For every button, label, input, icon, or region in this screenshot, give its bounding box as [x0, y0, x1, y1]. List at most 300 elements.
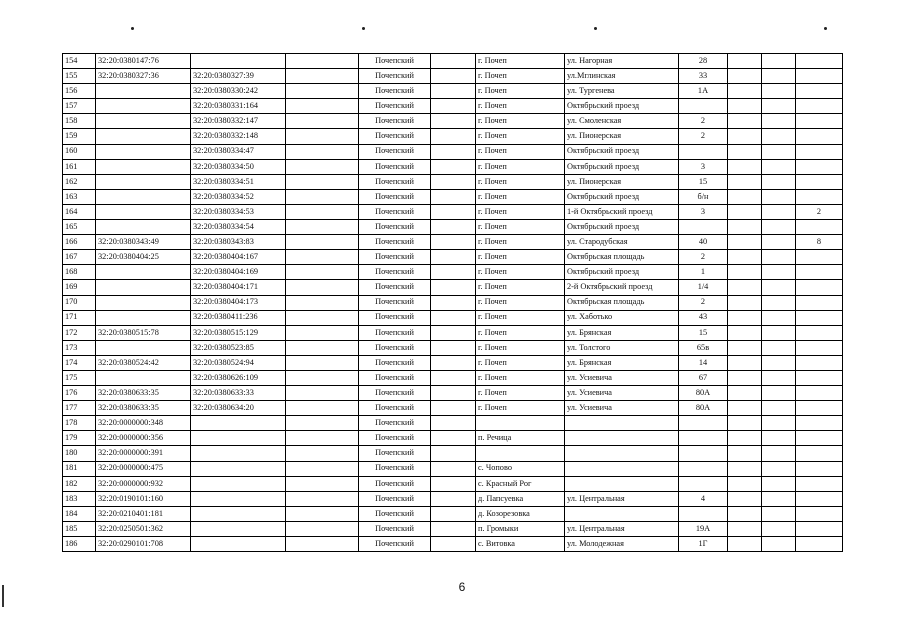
- extra-cell: [728, 401, 762, 416]
- row-number-cell: 157: [63, 99, 96, 114]
- row-number-cell: 182: [63, 476, 96, 491]
- cadastral-number-2-cell: 32:20:0380404:173: [191, 295, 286, 310]
- empty-cell: [286, 280, 359, 295]
- extra-cell: [728, 340, 762, 355]
- cadastral-number-2-cell: 32:20:0380626:109: [191, 370, 286, 385]
- extra-cell: [728, 295, 762, 310]
- settlement-cell: г. Почеп: [476, 220, 565, 235]
- cadastral-number-2-cell: [191, 521, 286, 536]
- table-row: [63, 461, 843, 476]
- table-row: [63, 310, 843, 325]
- house-number-cell: 40: [679, 235, 728, 250]
- street-cell: ул. Хаботько: [565, 310, 679, 325]
- house-number-cell: [679, 506, 728, 521]
- district-cell: Почепский: [359, 114, 431, 129]
- cadastral-number-cell: [96, 174, 191, 189]
- empty-cell: [286, 250, 359, 265]
- street-cell: [565, 476, 679, 491]
- row-number-cell: 179: [63, 431, 96, 446]
- empty-cell: [431, 355, 476, 370]
- extra-cell: [796, 129, 843, 144]
- table-row: [63, 295, 843, 310]
- extra-cell: [728, 431, 762, 446]
- row-number-cell: 168: [63, 265, 96, 280]
- house-number-cell: [679, 416, 728, 431]
- street-cell: ул. Пионерская: [565, 174, 679, 189]
- empty-cell: [431, 265, 476, 280]
- house-number-cell: 65в: [679, 340, 728, 355]
- street-cell: ул. Тургенева: [565, 84, 679, 99]
- cadastral-number-cell: 32:20:0000000:356: [96, 431, 191, 446]
- extra-cell: [796, 431, 843, 446]
- extra-cell: [762, 250, 796, 265]
- extra-cell: [796, 461, 843, 476]
- row-number-cell: 177: [63, 401, 96, 416]
- street-cell: ул. Пионерская: [565, 129, 679, 144]
- cadastral-number-cell: 32:20:0380147:76: [96, 54, 191, 69]
- empty-cell: [286, 386, 359, 401]
- district-cell: Почепский: [359, 506, 431, 521]
- empty-cell: [431, 129, 476, 144]
- extra-cell: [728, 189, 762, 204]
- scan-dot: [131, 27, 134, 30]
- cadastral-number-cell: 32:20:0380633:35: [96, 386, 191, 401]
- cadastral-number-cell: [96, 114, 191, 129]
- table-row: [63, 280, 843, 295]
- scan-dot: [824, 27, 827, 30]
- table-row: [63, 265, 843, 280]
- extra-cell: [728, 521, 762, 536]
- row-number-cell: 169: [63, 280, 96, 295]
- row-number-cell: 158: [63, 114, 96, 129]
- cadastral-number-cell: [96, 189, 191, 204]
- extra-cell: [762, 235, 796, 250]
- table-row: [63, 54, 843, 69]
- extra-cell: 2: [796, 204, 843, 219]
- house-number-cell: 67: [679, 370, 728, 385]
- house-number-cell: [679, 446, 728, 461]
- street-cell: [565, 461, 679, 476]
- cadastral-number-2-cell: 32:20:0380330:242: [191, 84, 286, 99]
- cadastral-number-2-cell: [191, 54, 286, 69]
- extra-cell: [796, 506, 843, 521]
- settlement-cell: г. Почеп: [476, 204, 565, 219]
- settlement-cell: г. Почеп: [476, 144, 565, 159]
- street-cell: Октябрьский проезд: [565, 159, 679, 174]
- extra-cell: [796, 189, 843, 204]
- extra-cell: [796, 310, 843, 325]
- settlement-cell: г. Почеп: [476, 250, 565, 265]
- street-cell: ул. Усиевича: [565, 386, 679, 401]
- house-number-cell: 15: [679, 174, 728, 189]
- page-number: 6: [458, 580, 466, 594]
- street-cell: ул. Брянская: [565, 355, 679, 370]
- settlement-cell: г. Почеп: [476, 355, 565, 370]
- extra-cell: [796, 325, 843, 340]
- extra-cell: [762, 99, 796, 114]
- cadastral-number-cell: [96, 159, 191, 174]
- empty-cell: [431, 69, 476, 84]
- extra-cell: [728, 69, 762, 84]
- row-number-cell: 180: [63, 446, 96, 461]
- settlement-cell: г. Почеп: [476, 295, 565, 310]
- empty-cell: [431, 386, 476, 401]
- empty-cell: [431, 114, 476, 129]
- extra-cell: [728, 99, 762, 114]
- row-number-cell: 172: [63, 325, 96, 340]
- cadastral-number-2-cell: 32:20:0380515:129: [191, 325, 286, 340]
- district-cell: Почепский: [359, 265, 431, 280]
- empty-cell: [286, 295, 359, 310]
- street-cell: ул. Стародубская: [565, 235, 679, 250]
- cadastral-number-cell: [96, 265, 191, 280]
- empty-cell: [286, 99, 359, 114]
- extra-cell: [762, 401, 796, 416]
- settlement-cell: г. Почеп: [476, 129, 565, 144]
- empty-cell: [286, 537, 359, 552]
- house-number-cell: [679, 144, 728, 159]
- row-number-cell: 165: [63, 220, 96, 235]
- empty-cell: [431, 220, 476, 235]
- table-row: [63, 521, 843, 536]
- cadastral-number-2-cell: [191, 431, 286, 446]
- empty-cell: [431, 250, 476, 265]
- extra-cell: [762, 265, 796, 280]
- extra-cell: [796, 84, 843, 99]
- table-row: [63, 491, 843, 506]
- district-cell: Почепский: [359, 250, 431, 265]
- extra-cell: [762, 491, 796, 506]
- cadastral-number-2-cell: 32:20:0380334:50: [191, 159, 286, 174]
- extra-cell: [728, 476, 762, 491]
- empty-cell: [286, 54, 359, 69]
- house-number-cell: 1А: [679, 84, 728, 99]
- empty-cell: [286, 461, 359, 476]
- extra-cell: [762, 280, 796, 295]
- settlement-cell: г. Почеп: [476, 325, 565, 340]
- cadastral-number-2-cell: 32:20:0380334:53: [191, 204, 286, 219]
- settlement-cell: г. Почеп: [476, 370, 565, 385]
- settlement-cell: с. Витовка: [476, 537, 565, 552]
- cadastral-number-2-cell: 32:20:0380334:51: [191, 174, 286, 189]
- row-number-cell: 167: [63, 250, 96, 265]
- row-number-cell: 178: [63, 416, 96, 431]
- extra-cell: [762, 537, 796, 552]
- scan-dot: [594, 27, 597, 30]
- settlement-cell: г. Почеп: [476, 189, 565, 204]
- district-cell: Почепский: [359, 189, 431, 204]
- extra-cell: [796, 54, 843, 69]
- cadastral-number-2-cell: 32:20:0380327:39: [191, 69, 286, 84]
- extra-cell: [762, 476, 796, 491]
- table-row: [63, 84, 843, 99]
- table-row: [63, 159, 843, 174]
- district-cell: Почепский: [359, 401, 431, 416]
- settlement-cell: г. Почеп: [476, 159, 565, 174]
- empty-cell: [286, 370, 359, 385]
- district-cell: Почепский: [359, 461, 431, 476]
- settlement-cell: г. Почеп: [476, 401, 565, 416]
- empty-cell: [286, 401, 359, 416]
- settlement-cell: г. Почеп: [476, 265, 565, 280]
- settlement-cell: д. Папсуевка: [476, 491, 565, 506]
- settlement-cell: д. Козорезовка: [476, 506, 565, 521]
- extra-cell: [796, 174, 843, 189]
- table-row: [63, 446, 843, 461]
- extra-cell: [762, 446, 796, 461]
- cadastral-number-cell: 32:20:0380327:36: [96, 69, 191, 84]
- empty-cell: [286, 265, 359, 280]
- cadastral-number-cell: 32:20:0210401:181: [96, 506, 191, 521]
- cadastral-number-2-cell: 32:20:0380404:167: [191, 250, 286, 265]
- settlement-cell: г. Почеп: [476, 235, 565, 250]
- street-cell: ул. Молодежная: [565, 537, 679, 552]
- house-number-cell: 1Г: [679, 537, 728, 552]
- extra-cell: [762, 325, 796, 340]
- cadastral-number-2-cell: 32:20:0380332:148: [191, 129, 286, 144]
- empty-cell: [431, 280, 476, 295]
- house-number-cell: [679, 476, 728, 491]
- district-cell: Почепский: [359, 340, 431, 355]
- row-number-cell: 186: [63, 537, 96, 552]
- extra-cell: [796, 401, 843, 416]
- settlement-cell: г. Почеп: [476, 69, 565, 84]
- row-number-cell: 156: [63, 84, 96, 99]
- extra-cell: [728, 235, 762, 250]
- cadastral-number-cell: 32:20:0190101:160: [96, 491, 191, 506]
- empty-cell: [431, 54, 476, 69]
- empty-cell: [431, 295, 476, 310]
- empty-cell: [286, 340, 359, 355]
- cadastral-number-cell: 32:20:0380633:35: [96, 401, 191, 416]
- street-cell: 2-й Октябрьский проезд: [565, 280, 679, 295]
- extra-cell: [728, 386, 762, 401]
- cadastral-number-2-cell: 32:20:0380523:85: [191, 340, 286, 355]
- registry-table: [62, 53, 843, 552]
- row-number-cell: 170: [63, 295, 96, 310]
- street-cell: Октябрьская площадь: [565, 250, 679, 265]
- empty-cell: [286, 84, 359, 99]
- empty-cell: [286, 174, 359, 189]
- street-cell: Октябрьский проезд: [565, 220, 679, 235]
- extra-cell: [762, 295, 796, 310]
- cadastral-number-cell: [96, 280, 191, 295]
- row-number-cell: 159: [63, 129, 96, 144]
- table-row: [63, 476, 843, 491]
- street-cell: Октябрьский проезд: [565, 144, 679, 159]
- empty-cell: [286, 69, 359, 84]
- settlement-cell: г. Почеп: [476, 386, 565, 401]
- empty-cell: [286, 416, 359, 431]
- cadastral-number-cell: [96, 84, 191, 99]
- extra-cell: [796, 416, 843, 431]
- street-cell: ул.Мглинская: [565, 69, 679, 84]
- district-cell: Почепский: [359, 84, 431, 99]
- cadastral-number-cell: 32:20:0380404:25: [96, 250, 191, 265]
- house-number-cell: [679, 461, 728, 476]
- registry-rows: [63, 54, 843, 552]
- cadastral-number-2-cell: [191, 491, 286, 506]
- empty-cell: [431, 174, 476, 189]
- cadastral-number-2-cell: 32:20:0380332:147: [191, 114, 286, 129]
- extra-cell: [728, 461, 762, 476]
- extra-cell: [762, 386, 796, 401]
- settlement-cell: г. Почеп: [476, 99, 565, 114]
- cadastral-number-cell: [96, 295, 191, 310]
- empty-cell: [431, 159, 476, 174]
- settlement-cell: с. Чоповo: [476, 461, 565, 476]
- house-number-cell: [679, 220, 728, 235]
- empty-cell: [286, 144, 359, 159]
- extra-cell: [796, 280, 843, 295]
- row-number-cell: 185: [63, 521, 96, 536]
- row-number-cell: 155: [63, 69, 96, 84]
- street-cell: 1-й Октябрьский проезд: [565, 204, 679, 219]
- house-number-cell: [679, 99, 728, 114]
- empty-cell: [286, 431, 359, 446]
- scan-edge-mark: [2, 585, 4, 607]
- extra-cell: [728, 84, 762, 99]
- house-number-cell: 4: [679, 491, 728, 506]
- empty-cell: [286, 310, 359, 325]
- district-cell: Почепский: [359, 204, 431, 219]
- extra-cell: [728, 491, 762, 506]
- empty-cell: [286, 506, 359, 521]
- table-row: [63, 144, 843, 159]
- table-row: [63, 416, 843, 431]
- district-cell: Почепский: [359, 310, 431, 325]
- cadastral-number-cell: 32:20:0290101:708: [96, 537, 191, 552]
- cadastral-number-cell: [96, 144, 191, 159]
- empty-cell: [286, 476, 359, 491]
- extra-cell: [796, 537, 843, 552]
- cadastral-number-cell: [96, 220, 191, 235]
- house-number-cell: 2: [679, 129, 728, 144]
- extra-cell: [728, 250, 762, 265]
- extra-cell: [762, 114, 796, 129]
- district-cell: Почепский: [359, 521, 431, 536]
- extra-cell: [762, 220, 796, 235]
- district-cell: Почепский: [359, 431, 431, 446]
- district-cell: Почепский: [359, 446, 431, 461]
- row-number-cell: 175: [63, 370, 96, 385]
- extra-cell: [796, 386, 843, 401]
- settlement-cell: п. Громыки: [476, 521, 565, 536]
- cadastral-number-cell: 32:20:0380524:42: [96, 355, 191, 370]
- empty-cell: [431, 144, 476, 159]
- row-number-cell: 174: [63, 355, 96, 370]
- street-cell: ул. Смоленская: [565, 114, 679, 129]
- table-row: [63, 69, 843, 84]
- house-number-cell: 14: [679, 355, 728, 370]
- empty-cell: [286, 114, 359, 129]
- house-number-cell: 1/4: [679, 280, 728, 295]
- extra-cell: [796, 69, 843, 84]
- extra-cell: [796, 521, 843, 536]
- district-cell: Почепский: [359, 159, 431, 174]
- empty-cell: [286, 446, 359, 461]
- row-number-cell: 181: [63, 461, 96, 476]
- empty-cell: [286, 159, 359, 174]
- empty-cell: [286, 491, 359, 506]
- district-cell: Почепский: [359, 325, 431, 340]
- table-row: [63, 189, 843, 204]
- extra-cell: [796, 250, 843, 265]
- row-number-cell: 173: [63, 340, 96, 355]
- settlement-cell: [476, 416, 565, 431]
- extra-cell: [796, 446, 843, 461]
- house-number-cell: 15: [679, 325, 728, 340]
- row-number-cell: 171: [63, 310, 96, 325]
- extra-cell: 8: [796, 235, 843, 250]
- empty-cell: [431, 476, 476, 491]
- cadastral-number-cell: 32:20:0000000:391: [96, 446, 191, 461]
- cadastral-number-cell: 32:20:0000000:475: [96, 461, 191, 476]
- house-number-cell: 3: [679, 159, 728, 174]
- extra-cell: [796, 114, 843, 129]
- street-cell: ул. Нагорная: [565, 54, 679, 69]
- table-row: [63, 506, 843, 521]
- table-row: [63, 204, 843, 219]
- extra-cell: [796, 370, 843, 385]
- cadastral-number-2-cell: 32:20:0380343:83: [191, 235, 286, 250]
- empty-cell: [431, 204, 476, 219]
- district-cell: Почепский: [359, 355, 431, 370]
- table-row: [63, 386, 843, 401]
- extra-cell: [762, 355, 796, 370]
- settlement-cell: г. Почеп: [476, 54, 565, 69]
- extra-cell: [762, 129, 796, 144]
- house-number-cell: 2: [679, 250, 728, 265]
- house-number-cell: [679, 431, 728, 446]
- extra-cell: [728, 54, 762, 69]
- extra-cell: [796, 265, 843, 280]
- extra-cell: [762, 416, 796, 431]
- street-cell: [565, 431, 679, 446]
- street-cell: ул. Центральная: [565, 491, 679, 506]
- extra-cell: [728, 204, 762, 219]
- district-cell: Почепский: [359, 491, 431, 506]
- house-number-cell: 1: [679, 265, 728, 280]
- extra-cell: [728, 220, 762, 235]
- empty-cell: [431, 506, 476, 521]
- extra-cell: [762, 370, 796, 385]
- cadastral-number-cell: 32:20:0000000:932: [96, 476, 191, 491]
- extra-cell: [796, 340, 843, 355]
- street-cell: ул. Брянская: [565, 325, 679, 340]
- cadastral-number-2-cell: 32:20:0380524:94: [191, 355, 286, 370]
- district-cell: Почепский: [359, 220, 431, 235]
- house-number-cell: б/н: [679, 189, 728, 204]
- row-number-cell: 160: [63, 144, 96, 159]
- cadastral-number-cell: 32:20:0000000:348: [96, 416, 191, 431]
- cadastral-number-cell: 32:20:0380515:78: [96, 325, 191, 340]
- table-row: [63, 340, 843, 355]
- row-number-cell: 166: [63, 235, 96, 250]
- table-row: [63, 401, 843, 416]
- table-row: [63, 174, 843, 189]
- cadastral-number-2-cell: 32:20:0380404:171: [191, 280, 286, 295]
- empty-cell: [431, 325, 476, 340]
- extra-cell: [796, 295, 843, 310]
- house-number-cell: 3: [679, 204, 728, 219]
- district-cell: Почепский: [359, 54, 431, 69]
- extra-cell: [796, 355, 843, 370]
- cadastral-number-2-cell: 32:20:0380331:164: [191, 99, 286, 114]
- cadastral-number-2-cell: 32:20:0380411:236: [191, 310, 286, 325]
- street-cell: Октябрьский проезд: [565, 189, 679, 204]
- table-row: [63, 355, 843, 370]
